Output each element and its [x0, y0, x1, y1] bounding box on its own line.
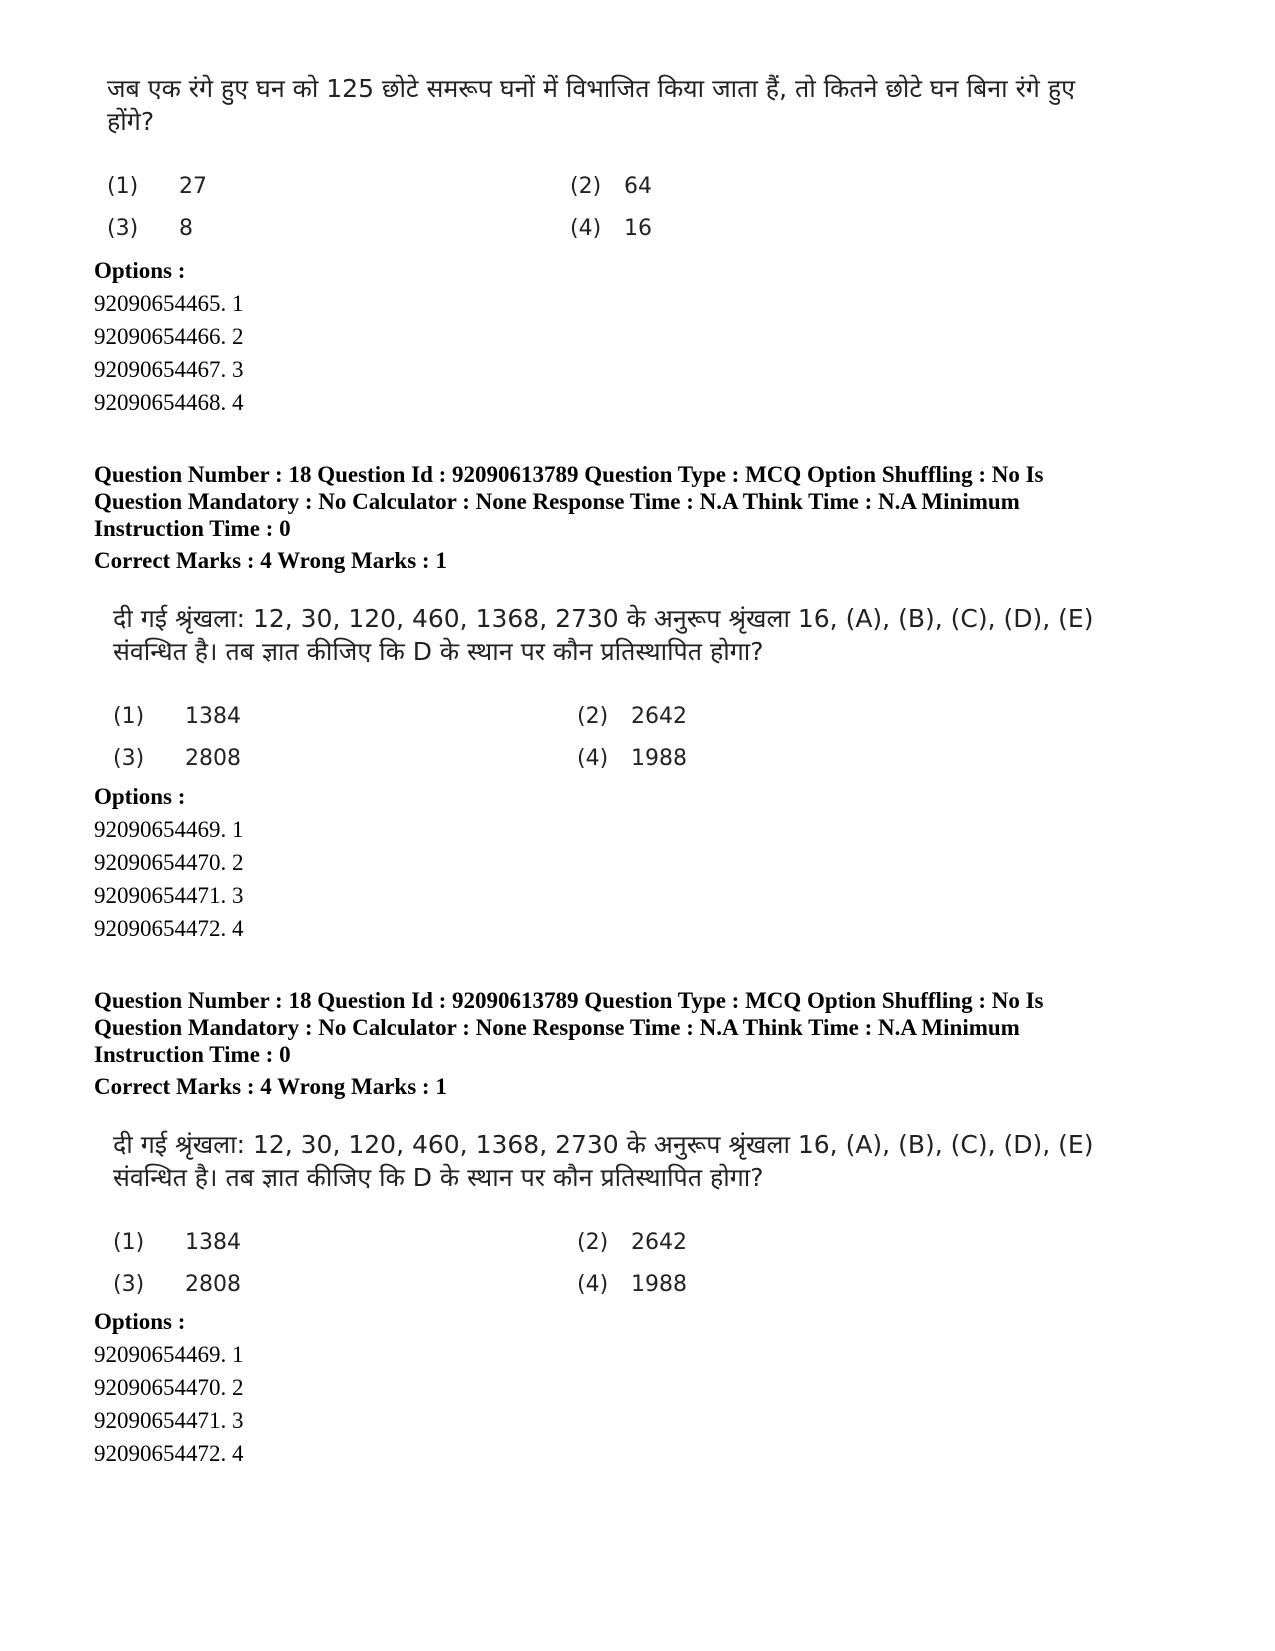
question-meta: Question Number : 18 Question Id : 92090613789 Question Type : MCQ Option Shuffling : No Is Question Mandatory : No Calculator : None Response Time : N.A Think Time : N.A Minimum Instruction Time : 0 [94, 988, 1044, 1067]
option-line: 92090654471. 3 [94, 1408, 244, 1433]
option-line: 92090654472. 4 [94, 1441, 244, 1466]
answer-choice [113, 1264, 241, 1306]
options-heading: Options : [94, 1309, 186, 1334]
option-line: 92090654471. 3 [94, 883, 244, 908]
marks-line: Correct Marks : 4 Wrong Marks : 1 [94, 548, 447, 573]
question-meta-section [94, 461, 1104, 574]
answer-choice [107, 208, 193, 250]
choice-value: 64 [624, 174, 652, 199]
choice-number: (1) [113, 1230, 145, 1255]
choice-number: (4) [570, 216, 602, 241]
answer-choices [107, 166, 747, 250]
choice-value: 2642 [631, 1230, 687, 1255]
options-heading: Options : [94, 258, 186, 283]
question-image-3 [113, 1128, 1113, 1306]
option-line: 92090654470. 2 [94, 1375, 244, 1400]
choice-number: (3) [113, 746, 145, 771]
question-text: जब एक रंगे हुए घन को 125 छोटे समरूप घनों में विभाजित किया जाता हैं, तो कितने छोटे घन बिना रंगे हुए होंगे? [107, 74, 1075, 136]
option-line: 92090654467. 3 [94, 357, 244, 382]
choice-value: 1988 [631, 1272, 687, 1297]
choice-value: 1384 [185, 704, 241, 729]
answer-choices [113, 696, 753, 780]
choice-number: (1) [113, 704, 145, 729]
choice-value: 8 [179, 216, 193, 241]
options-section [94, 780, 244, 945]
answer-choice [577, 738, 687, 780]
choice-number: (4) [577, 746, 609, 771]
options-section [94, 254, 244, 419]
choice-value: 16 [624, 216, 652, 241]
choice-value: 2642 [631, 704, 687, 729]
answer-choice [570, 166, 652, 208]
choice-number: (1) [107, 174, 139, 199]
option-line: 92090654470. 2 [94, 850, 244, 875]
answer-choice [107, 166, 207, 208]
question-meta: Question Number : 18 Question Id : 92090613789 Question Type : MCQ Option Shuffling : No Is Question Mandatory : No Calculator : None Response Time : N.A Think Time : N.A Minimum Instruction Time : 0 [94, 462, 1044, 541]
choice-value: 1988 [631, 746, 687, 771]
option-line: 92090654468. 4 [94, 390, 244, 415]
option-line: 92090654466. 2 [94, 324, 244, 349]
choice-value: 2808 [185, 1272, 241, 1297]
option-line: 92090654472. 4 [94, 916, 244, 941]
question-meta-section [94, 987, 1104, 1100]
options-section [94, 1305, 244, 1470]
option-line: 92090654465. 1 [94, 291, 244, 316]
question-image-2 [113, 602, 1113, 780]
answer-choice [113, 696, 241, 738]
answer-choice [570, 208, 652, 250]
option-line: 92090654469. 1 [94, 1342, 244, 1367]
choice-value: 2808 [185, 746, 241, 771]
choice-number: (2) [577, 1230, 609, 1255]
choice-number: (3) [113, 1272, 145, 1297]
choice-number: (2) [570, 174, 602, 199]
answer-choice [577, 1222, 687, 1264]
choice-value: 1384 [185, 1230, 241, 1255]
choice-number: (3) [107, 216, 139, 241]
answer-choices [113, 1222, 753, 1306]
choice-number: (2) [577, 704, 609, 729]
question-text: दी गई श्रृंखला: 12, 30, 120, 460, 1368, 2730 के अनुरूप श्रृंखला 16, (A), (B), (C), (D), (E) संवन्धित है। तब ज्ञात कीजिए कि D के स्थान पर कौन प्रतिस्थापित होगा? [113, 604, 1094, 666]
option-line: 92090654469. 1 [94, 817, 244, 842]
choice-value: 27 [179, 174, 207, 199]
marks-line: Correct Marks : 4 Wrong Marks : 1 [94, 1074, 447, 1099]
options-heading: Options : [94, 784, 186, 809]
question-image-1 [107, 72, 1107, 250]
answer-choice [577, 696, 687, 738]
answer-choice [113, 1222, 241, 1264]
choice-number: (4) [577, 1272, 609, 1297]
answer-choice [577, 1264, 687, 1306]
answer-choice [113, 738, 241, 780]
question-text: दी गई श्रृंखला: 12, 30, 120, 460, 1368, 2730 के अनुरूप श्रृंखला 16, (A), (B), (C), (D), (E) संवन्धित है। तब ज्ञात कीजिए कि D के स्थान पर कौन प्रतिस्थापित होगा? [113, 1130, 1094, 1192]
